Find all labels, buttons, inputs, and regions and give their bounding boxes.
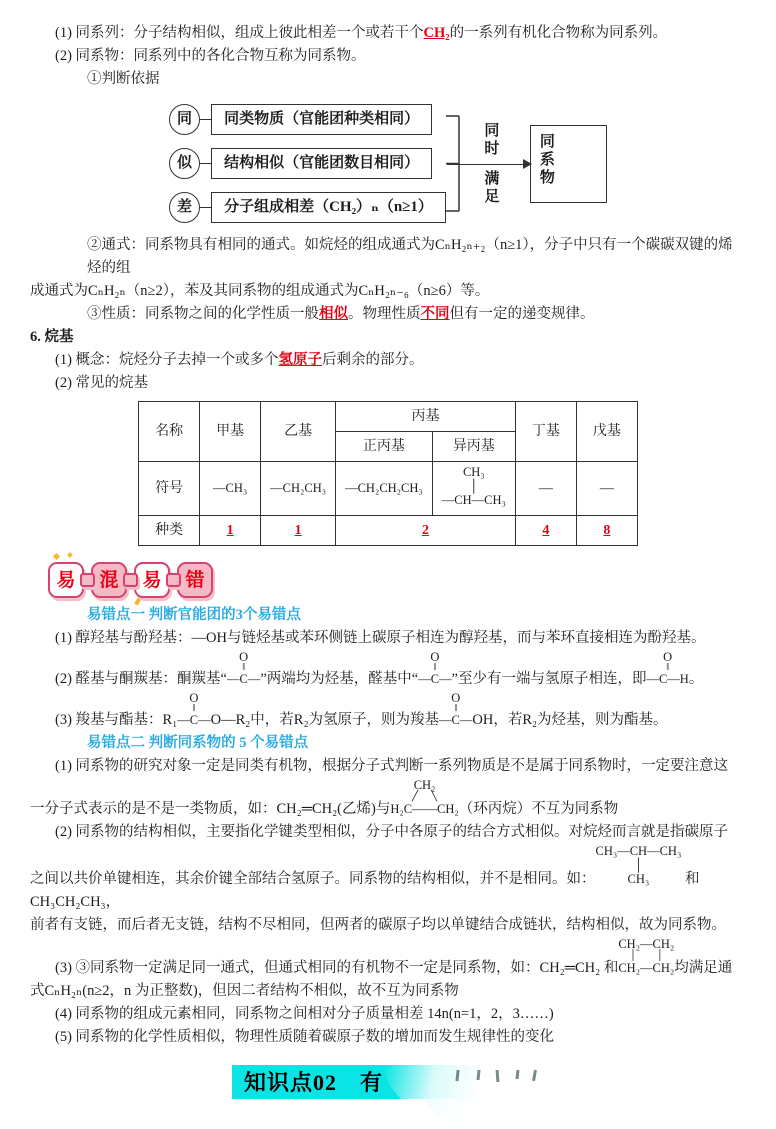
chem-row: —C—H [646,672,689,686]
diagram-row-differ [169,192,446,223]
text-segment: 式CₙH₂ₙ(n≥2，n 为正整数)，但因二者结构不相似，故不互为同系物 [30,983,459,999]
arrow-right-icon [447,164,530,166]
line-homolog-note1b [30,778,746,821]
chem-row: CH₂—CH₂ [618,961,675,975]
chem-oxygen: O [189,691,199,705]
line-common-alkyls [30,372,746,395]
connector-line [200,163,211,165]
chem-row: CH₃ [627,872,650,886]
diagram-row-same [169,104,446,135]
text-segment: 的一系列有机化合物称为同系列。 [449,25,668,41]
chem-row: —CH—CH₃ [441,493,506,507]
table-type-row [139,516,638,546]
text-segment: 。物理性质 [348,306,421,322]
circle-similar: 似 [169,148,200,179]
text-segment: (1) 醇羟基与酚羟基：—OH与链烃基或苯环侧链上碳原子相连为醇羟基，而与苯环直接相连为酚羟基。 [55,630,706,646]
line-homolog-def [30,45,746,68]
line-homolog-note5 [30,1026,746,1049]
diagram-rows [169,104,446,223]
line-homolog-note4 [30,1003,746,1026]
chem-row: CH₃ [462,465,485,479]
type-butyl: 4 [515,516,576,546]
header-pentyl: 戊基 [576,402,637,462]
header-n-propyl: 正丙基 [336,432,433,462]
header-propyl: 丙基 [336,402,516,432]
isopropyl-structure [442,465,506,507]
text-segment: O—R₂中，若R₂为氢原子，则为羧基 [210,712,440,728]
text-segment: 一分子式表示的是不是一类物质，如：CH₂═CH₂(乙烯)与 [30,801,391,817]
symbol-ethyl: —CH₂CH₃ [261,462,336,516]
line-homolog-note3b [30,980,746,1003]
badge-char: 易 [142,569,162,591]
line-general-formula-2 [30,280,746,303]
chem-row: —C— [439,713,473,727]
type-label: 种类 [139,516,200,546]
text-segment: 和 CH₃CH₂CH₃， [30,871,700,910]
badge-connector [123,573,138,587]
line-homolog-note2a [30,821,746,844]
type-methyl: 1 [200,516,261,546]
badge-connector [166,573,181,587]
text-segment: (3) ③同系物一定满足同一通式，但通式相同的有机物不一定是同系物，如：CH₂═CH₂ 和 [55,960,619,976]
alkyl-table [138,401,638,546]
cyclopropane-structure [390,778,458,816]
badge-tile-hun [91,562,127,598]
chem-row: —C— [226,672,261,686]
text-segment: ”两端均为烃基，醛基中“ [260,671,419,687]
text-segment: (1) 概念：烷烃分子去掉一个或多个 [55,352,279,368]
heading-error-point-2 [30,732,746,755]
text-segment: 之间以共价单键相连，其余价键全部结合氢原子。同系物的结构相似，并不是相同。如： [30,871,596,887]
symbol-butyl-dash: — [515,462,576,516]
line-hydroxyl [30,627,746,650]
text-segment: OH，若R₂为烃基，则为酯基。 [472,712,668,728]
chem-oxygen: O [239,650,249,664]
banner-title: 知识点02 有 [244,1069,384,1095]
header-isopropyl: 异丙基 [432,432,515,462]
heading-text: 易错点一 判断官能团的3个易错点 [87,607,301,623]
heading-error-point-1 [30,604,746,627]
heading-text: 易错点二 判断同系物的 5 个易错点 [87,735,309,751]
text-segment: 成通式为CₙH₂ₙ（n≥2），苯及其同系物的组成通式为CₙH₂ₙ₋₆（n≥6）等。 [30,283,490,299]
symbol-methyl: —CH₃ [200,462,261,516]
bond-left: │ [629,950,637,961]
heading-alkyl [30,326,746,349]
knowledge-point-banner [232,1065,544,1099]
badge-connector [80,573,95,587]
chem-row: —C— [177,713,211,727]
double-bond: ‖ [192,703,196,714]
carbonyl-group [439,691,472,727]
cyclobutane-structure [618,937,674,975]
badge-char: 易 [56,569,76,591]
chem-bond: │ [469,479,479,493]
header-ethyl: 乙基 [261,402,336,462]
highlight-similar: 相似 [319,306,348,322]
chem-bonds [390,792,458,802]
result-text: 同系物 [537,132,554,187]
header-name: 名称 [139,402,200,462]
text-segment: (5) 同系物的化学性质相似，物理性质随着碳原子数的增加而发生规律性的变化 [55,1029,555,1045]
double-bond: ‖ [454,703,458,714]
circle-differ: 差 [169,192,200,223]
symbol-pentyl-dash: — [576,462,637,516]
text-segment: (1) 同系列：分子结构相似，组成上彼此相差一个或若干个 [55,25,424,41]
line-alkyl-concept [30,349,746,372]
text-segment: (2) 常见的烷基 [55,375,149,391]
line-homolog-series-def [30,22,746,45]
type-ethyl: 1 [261,516,336,546]
connector-line [200,119,211,121]
line-homolog-note3a [30,937,746,980]
sparkle-icon [67,552,73,558]
text-segment: (3) 羧基与酯基：R₁ [55,712,178,728]
carbonyl-group [418,650,451,686]
box-composition-differ: 分子组成相差（CH₂）ₙ（n≥1） [211,192,446,223]
table-symbol-row [139,462,638,516]
homolog-criteria-diagram [169,99,607,228]
symbol-isopropyl [432,462,515,516]
heading-text: 6. 烷基 [30,329,74,345]
sparkle-icon [53,553,60,560]
chem-row: CH₃—CH—CH₃ [595,844,682,858]
header-butyl: 丁基 [515,402,576,462]
bond-right: │ [656,950,664,961]
line-homolog-note2b [30,844,746,914]
circle-same: 同 [169,104,200,135]
bond-right: ╲ [431,791,438,802]
text-segment: 但有一定的递变规律。 [449,306,595,322]
white-swoosh-overlay [384,1065,546,1129]
text-segment: 。 [688,671,704,687]
carbonyl-group-h [646,650,688,686]
table-header-row [139,402,638,432]
line-carboxyl-ester [30,691,746,732]
text-segment: ③性质：同系物之间的化学性质一般 [87,306,319,322]
text-segment: (2) 同系物的结构相似，主要指化学键类型相似，分子中各原子的结合方式相似。对烷烃而言就是指碳原子 [55,824,729,840]
text-segment: (2) 醛基与酮羰基：酮羰基“ [55,671,227,687]
text-segment: 前者有支链，而后者无支链，结构不尽相同，但两者的碳原子均以单键结合成链状，结构相似，故为同系物。 [30,917,726,933]
double-bond: ‖ [242,662,246,673]
text-segment: ①判断依据 [87,71,160,87]
highlight-hydrogen-atom: 氢原子 [278,352,323,368]
chem-oxygen: O [430,650,440,664]
text-segment: (4) 同系物的组成元素相同，同系物之间相对分子质量相差 14n(n=1，2，3……) [55,1006,554,1022]
text-segment: 均满足通 [674,960,733,976]
text-segment: ”至少有一端与氢原子相连，即 [451,671,647,687]
badge-char: 错 [185,569,205,591]
diagram-row-similar [169,148,446,179]
type-propyl: 2 [336,516,516,546]
type-pentyl: 8 [576,516,637,546]
chem-row: H₂C——CH₂ [390,802,459,816]
line-general-formula-1 [30,234,746,280]
chem-bonds [618,951,674,961]
easily-confused-badge [48,562,746,598]
highlight-ch2: CH₂ [423,25,450,41]
double-bond: ‖ [433,662,437,673]
chem-row: —C— [418,672,452,686]
carbonyl-group [177,691,210,727]
line-judge-basis [30,68,746,91]
symbol-n-propyl: —CH₂CH₂CH₃ [336,462,433,516]
header-methyl: 甲基 [200,402,261,462]
box-similar-structure: 结构相似（官能团数目相同） [211,148,432,179]
text-segment: 后剩余的部分。 [322,352,424,368]
badge-char: 混 [99,569,119,591]
highlight-different: 不同 [420,306,450,322]
text-segment: （环丙烷）不互为同系物 [458,801,619,817]
connector-line [200,207,211,209]
line-aldehyde-ketone [30,650,746,691]
result-box [530,125,607,203]
chem-oxygen: O [663,650,673,664]
isobutane-structure [596,844,682,886]
chem-bond: │ [633,858,643,872]
condition-bottom-text: 满足 [482,169,499,206]
line-properties [30,303,746,326]
double-bond: ‖ [666,662,670,673]
badge-tile-yi2 [134,562,170,598]
condition-label [462,122,518,206]
line-homolog-note2c [30,914,746,937]
chem-oxygen: O [451,691,461,705]
line-homolog-note1a [30,755,746,778]
badge-tile-yi1 [48,562,84,598]
badge-tile-cuo [177,562,213,598]
chem-row: CH₂—CH₂ [618,937,675,951]
symbol-label: 符号 [139,462,200,516]
bond-left: ╱ [412,791,419,802]
text-segment: (1) 同系物的研究对象一定是同类有机物，根据分子式判断一系列物质是不是属于同系物时，一定要注意这 [55,758,729,774]
text-segment: (2) 同系物：同系列中的各化合物互称为同系物。 [55,48,366,64]
text-segment: ②通式：同系物具有相同的通式。如烷烃的组成通式为CₙH₂ₙ₊₂（n≥1），分子中只有一个碳碳双键的烯烃的组 [87,237,733,276]
carbonyl-group [227,650,260,686]
chem-row: CH₂ [413,778,436,792]
condition-top-text: 同时 [482,121,499,158]
box-same-class: 同类物质（官能团种类相同） [211,104,432,135]
